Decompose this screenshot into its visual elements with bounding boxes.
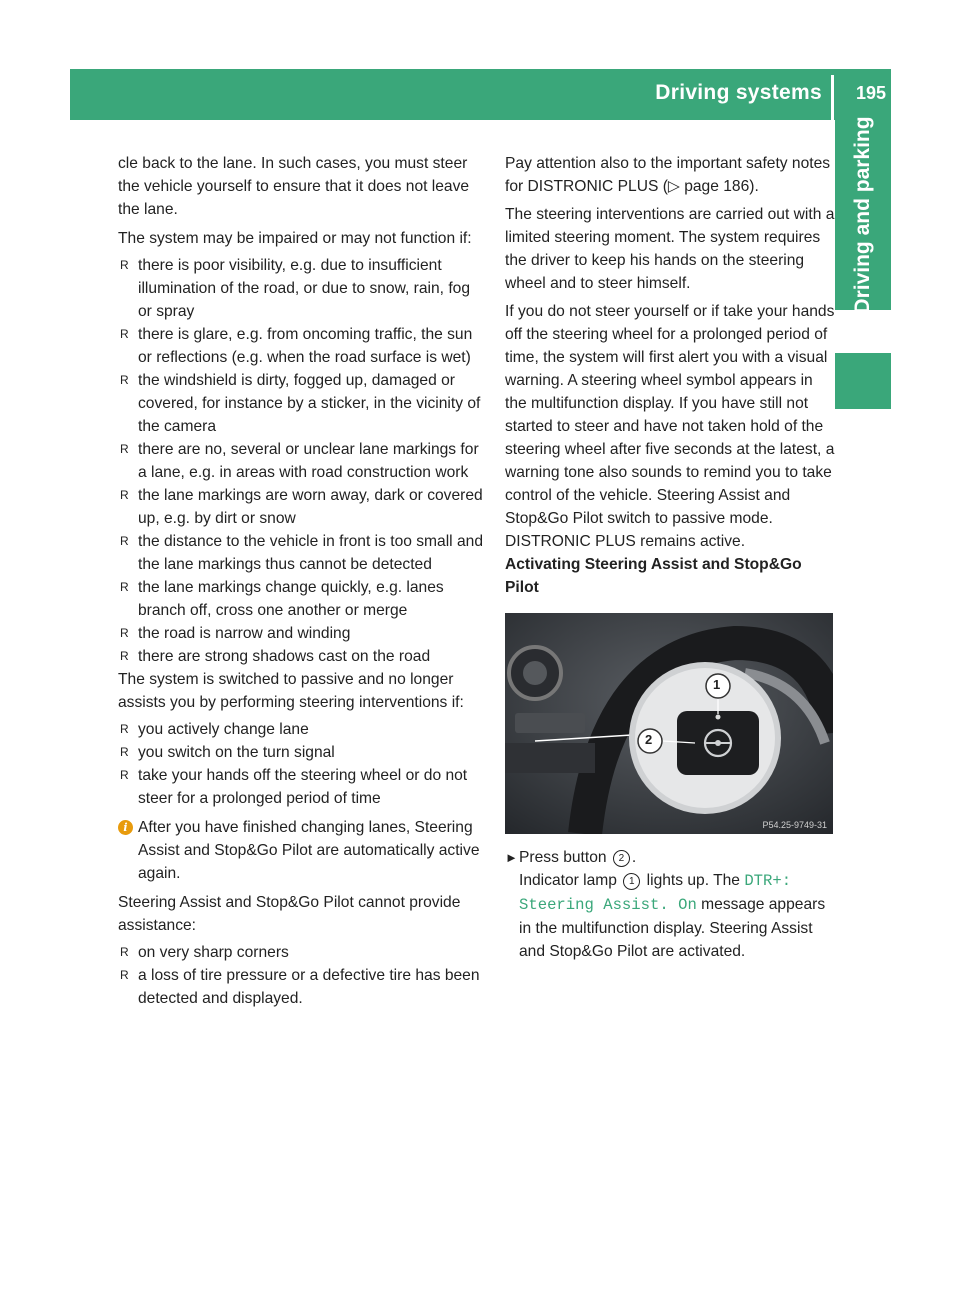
bullet-icon: R	[120, 945, 129, 959]
paragraph: Pay attention also to the important safety notes for DISTRONIC PLUS (▷ page 186).	[505, 155, 831, 195]
bullet-icon: R	[120, 968, 129, 982]
list-item-text: on very sharp corners	[138, 944, 289, 961]
list-item	[118, 323, 484, 369]
bullet-icon: R	[120, 442, 129, 456]
chapter-tab-block	[835, 353, 891, 409]
list-item-text: there are no, several or unclear lane markings for a lane, e.g. in areas with road construction work	[138, 441, 479, 481]
list-item	[118, 741, 484, 764]
list-item-text: the distance to the vehicle in front is too small and the lane markings thus cannot be detected	[138, 533, 483, 573]
list-item-text: the windshield is dirty, fogged up, damaged or covered, for instance by a sticker, in the vicinity of the camera	[138, 372, 481, 435]
list-item-text: you actively change lane	[138, 721, 309, 738]
list-item	[118, 718, 484, 741]
steering-wheel-photo	[505, 613, 833, 834]
bullet-list	[118, 718, 484, 810]
bullet-icon: R	[120, 327, 129, 341]
list-item	[118, 576, 484, 622]
list-item	[118, 254, 484, 323]
step	[505, 846, 835, 963]
display-message: Steering Assist. On	[519, 896, 697, 914]
list-item	[118, 964, 484, 1010]
callout-2-icon: 2	[613, 850, 630, 867]
bullet-icon: R	[120, 722, 129, 736]
step-text: .	[631, 849, 637, 866]
list-item-text: a loss of tire pressure or a defective tire has been detected and displayed.	[138, 967, 480, 1007]
paragraph: The system may be impaired or may not function if:	[118, 230, 472, 247]
paragraph: Steering Assist and Stop&Go Pilot cannot provide assistance:	[118, 894, 461, 934]
instruction-step	[505, 846, 835, 963]
info-icon: i	[118, 820, 133, 835]
bullet-icon: R	[120, 488, 129, 502]
bullet-icon: R	[120, 745, 129, 759]
list-item-text: there is poor visibility, e.g. due to insufficient illumination of the road, or due to snow, rain, fog or spray	[138, 257, 470, 320]
paragraph: The steering interventions are carried out with a limited steering moment. The system requires the driver to keep his hands on the steering wheel and to steer himself.	[505, 206, 835, 292]
list-item-text: the lane markings change quickly, e.g. lanes branch off, cross one another or merge	[138, 579, 444, 619]
chapter-tab	[835, 116, 891, 314]
list-item-text: take your hands off the steering wheel or do not steer for a prolonged period of time	[138, 767, 468, 807]
photo-callout-2: 2	[645, 732, 653, 747]
paragraph: The system is switched to passive and no longer assists you by performing steering interventions if:	[118, 671, 464, 711]
right-column	[505, 152, 835, 599]
photo-code: P54.25-9749-31	[762, 820, 827, 830]
step-text: message appears in the multifunction display. Steering Assist and Stop&Go Pilot are activated.	[519, 896, 826, 960]
paragraph: cle back to the lane. In such cases, you must steer the vehicle yourself to ensure that it does not leave the lane.	[118, 155, 470, 218]
display-message: DTR+:	[744, 872, 792, 890]
step-arrow-icon: ►	[505, 850, 518, 865]
bullet-list	[118, 941, 484, 1010]
info-text: After you have finished changing lanes, Steering Assist and Stop&Go Pilot are automatically active again.	[138, 819, 480, 882]
chapter-tab-label: Driving and parking	[851, 116, 874, 314]
list-item	[118, 530, 484, 576]
bullet-icon: R	[120, 626, 129, 640]
list-item	[118, 438, 484, 484]
photo-callout-1: 1	[713, 677, 721, 692]
list-item	[118, 941, 484, 964]
list-item-text: the lane markings are worn away, dark or covered up, e.g. by dirt or snow	[138, 487, 483, 527]
page-header	[70, 69, 891, 120]
list-item	[118, 622, 484, 645]
left-column	[118, 152, 484, 1010]
step-text: lights up. The	[646, 872, 740, 889]
callout-1-icon: 1	[623, 873, 640, 890]
bullet-list	[118, 254, 484, 668]
bullet-icon: R	[120, 768, 129, 782]
list-item	[118, 484, 484, 530]
bullet-icon: R	[120, 534, 129, 548]
list-item-text: you switch on the turn signal	[138, 744, 335, 761]
header-divider	[831, 75, 834, 120]
bullet-icon: R	[120, 373, 129, 387]
section-title: Driving systems	[655, 81, 822, 104]
subheading: Activating Steering Assist and Stop&Go Pilot	[505, 556, 802, 596]
list-item-text: there are strong shadows cast on the road	[138, 648, 431, 665]
step-text: Press button	[519, 849, 607, 866]
bullet-icon: R	[120, 258, 129, 272]
step-text: Indicator lamp	[519, 872, 617, 889]
bullet-icon: R	[120, 580, 129, 594]
info-note	[118, 816, 484, 885]
list-item-text: there is glare, e.g. from oncoming traffic, the sun or reflections (e.g. when the road surface is wet)	[138, 326, 473, 366]
list-item	[118, 645, 484, 668]
paragraph: If you do not steer yourself or if take your hands off the steering wheel for a prolonged period of time, the system will first alert you with a visual warning. A steering wheel symbol appears in the multifunction display. If you have still not started to steer and have not taken hold of the steering wheel after five seconds at the latest, a warning tone also sounds to remind you to take control of the vehicle. Steering Assist and Stop&Go Pilot switch to passive mode. DISTRONIC PLUS remains active.	[505, 303, 835, 550]
list-item	[118, 764, 484, 810]
photo-illustration	[505, 613, 833, 834]
list-item-text: the road is narrow and winding	[138, 625, 351, 642]
list-item	[118, 369, 484, 438]
bullet-icon: R	[120, 649, 129, 663]
page-number: 195	[855, 83, 886, 103]
